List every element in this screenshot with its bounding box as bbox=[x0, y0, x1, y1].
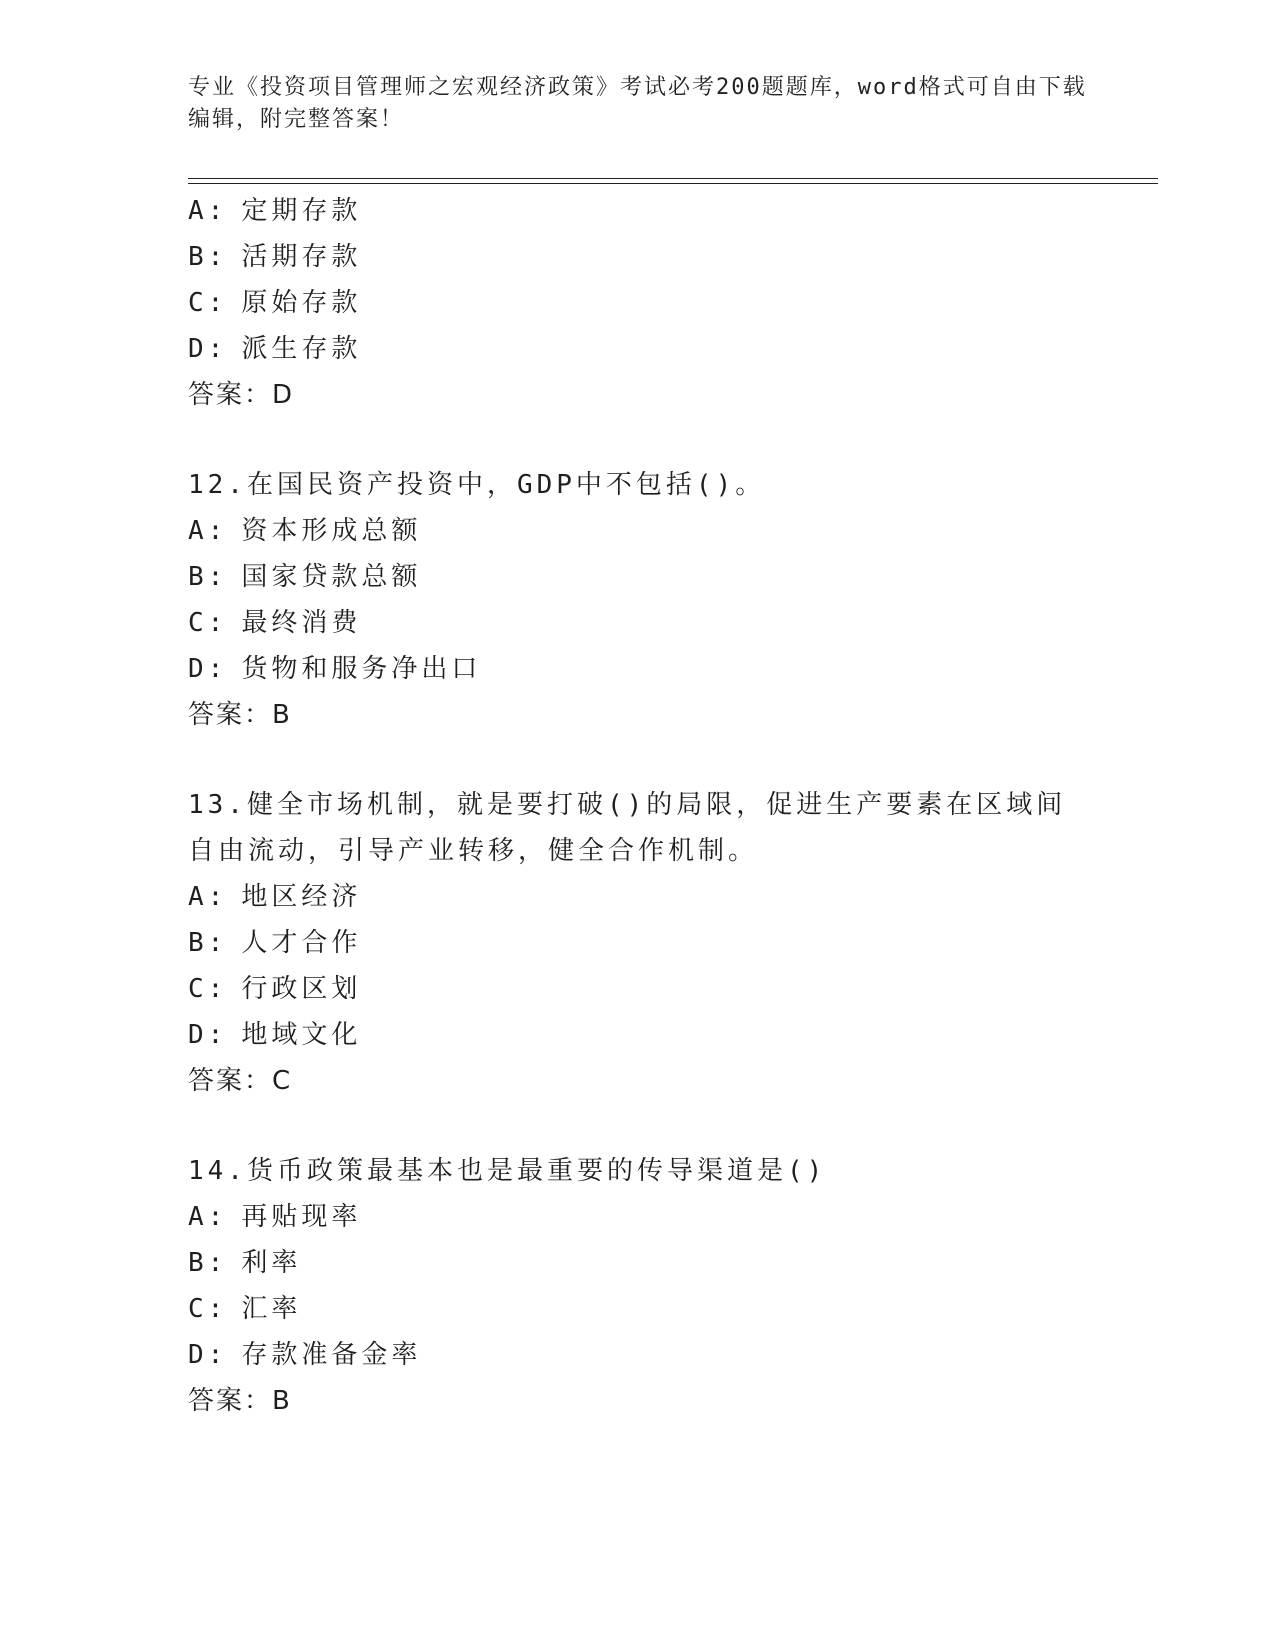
option-letter: C: bbox=[188, 288, 228, 318]
option-letter: A: bbox=[188, 1202, 228, 1232]
option-letter: D: bbox=[188, 334, 228, 364]
option-letter: A: bbox=[188, 516, 228, 546]
option-d bbox=[188, 1332, 1088, 1378]
option-c bbox=[188, 280, 1088, 326]
option-b bbox=[188, 1240, 1088, 1286]
answer-line: 答案：C bbox=[188, 1066, 293, 1096]
header-rule-bottom bbox=[188, 183, 1158, 184]
block-spacer bbox=[188, 1104, 1088, 1148]
option-b bbox=[188, 234, 1088, 280]
header-rule-top bbox=[188, 178, 1158, 179]
option-text: 定期存款 bbox=[241, 196, 362, 226]
option-text: 派生存款 bbox=[241, 334, 362, 364]
answer-line: 答案：B bbox=[188, 700, 292, 730]
option-text: 活期存款 bbox=[241, 242, 362, 272]
option-a bbox=[188, 874, 1088, 920]
option-text: 利率 bbox=[241, 1248, 302, 1278]
option-text: 地域文化 bbox=[241, 1020, 362, 1050]
question-text: 14.货币政策最基本也是最重要的传导渠道是() bbox=[188, 1156, 827, 1186]
option-a bbox=[188, 1194, 1088, 1240]
option-letter: B: bbox=[188, 562, 228, 592]
option-letter: A: bbox=[188, 882, 228, 912]
question-block bbox=[188, 1148, 1088, 1424]
option-text: 国家贷款总额 bbox=[241, 562, 422, 592]
question-block bbox=[188, 782, 1088, 1104]
option-letter: C: bbox=[188, 608, 228, 638]
option-letter: B: bbox=[188, 242, 228, 272]
answer-line: 答案：D bbox=[188, 380, 295, 410]
option-b bbox=[188, 920, 1088, 966]
option-text: 资本形成总额 bbox=[241, 516, 422, 546]
question-block bbox=[188, 462, 1088, 738]
option-letter: A: bbox=[188, 196, 228, 226]
option-letter: D: bbox=[188, 1340, 228, 1370]
option-letter: B: bbox=[188, 928, 228, 958]
block-spacer bbox=[188, 738, 1088, 782]
option-text: 最终消费 bbox=[241, 608, 362, 638]
option-letter: B: bbox=[188, 1248, 228, 1278]
option-text: 行政区划 bbox=[241, 974, 362, 1004]
option-c bbox=[188, 600, 1088, 646]
option-d bbox=[188, 326, 1088, 372]
option-text: 货物和服务净出口 bbox=[241, 654, 482, 684]
option-text: 原始存款 bbox=[241, 288, 362, 318]
option-c bbox=[188, 966, 1088, 1012]
option-c bbox=[188, 1286, 1088, 1332]
option-text: 地区经济 bbox=[241, 882, 362, 912]
option-a bbox=[188, 508, 1088, 554]
option-letter: C: bbox=[188, 974, 228, 1004]
option-letter: D: bbox=[188, 1020, 228, 1050]
option-a bbox=[188, 188, 1088, 234]
option-d bbox=[188, 1012, 1088, 1058]
question-text: 12.在国民资产投资中，GDP中不包括()。 bbox=[188, 470, 766, 500]
option-text: 再贴现率 bbox=[241, 1202, 362, 1232]
question-list bbox=[188, 188, 1088, 1424]
question-block bbox=[188, 188, 1088, 418]
answer-line: 答案：B bbox=[188, 1386, 292, 1416]
question-text: 13.健全市场机制，就是要打破()的局限，促进生产要素在区域间自由流动，引导产业转移，健全合作机制。 bbox=[188, 790, 1067, 866]
option-d bbox=[188, 646, 1088, 692]
option-text: 汇率 bbox=[241, 1294, 302, 1324]
document-header: 专业《投资项目管理师之宏观经济政策》考试必考200题题库，word格式可自由下载编辑，附完整答案！ bbox=[188, 75, 1087, 132]
option-b bbox=[188, 554, 1088, 600]
option-letter: C: bbox=[188, 1294, 228, 1324]
block-spacer bbox=[188, 418, 1088, 462]
option-letter: D: bbox=[188, 654, 228, 684]
option-text: 存款准备金率 bbox=[241, 1340, 422, 1370]
option-text: 人才合作 bbox=[241, 928, 362, 958]
